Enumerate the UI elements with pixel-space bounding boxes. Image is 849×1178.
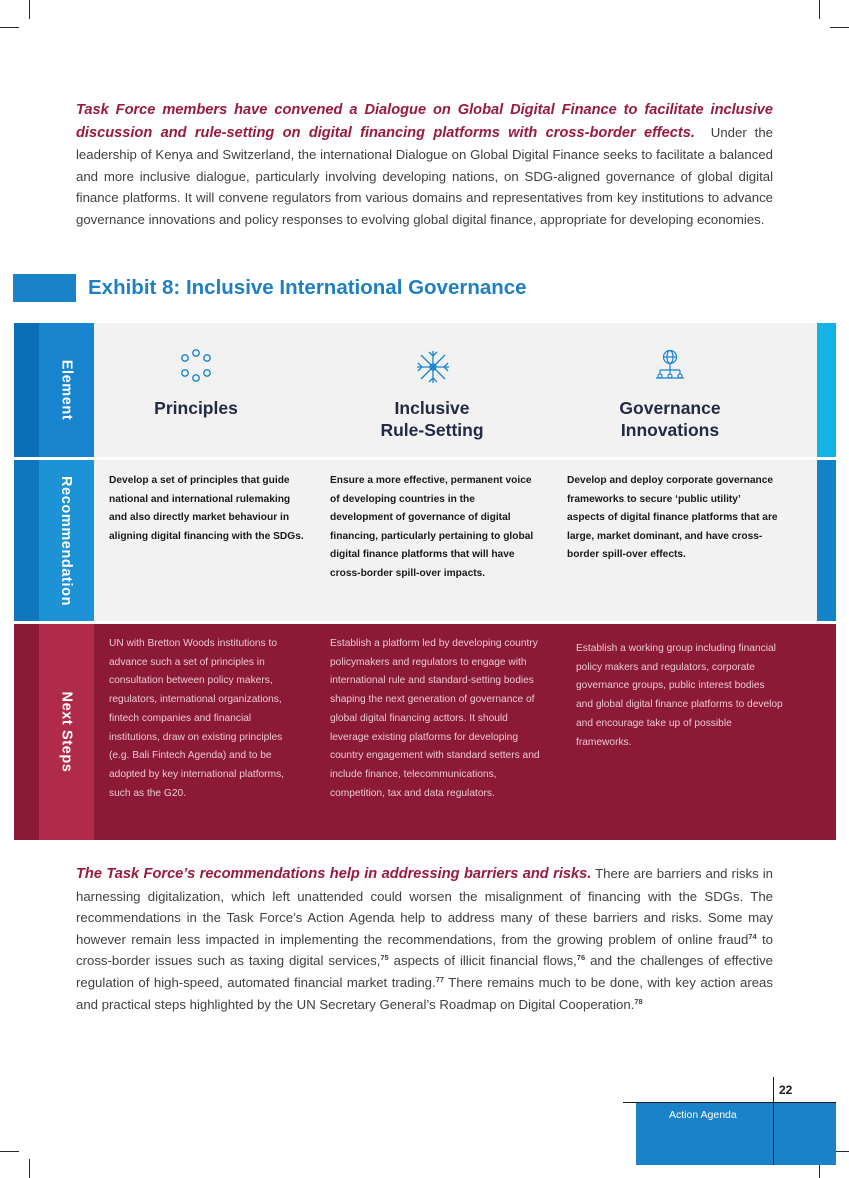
footer-divider — [773, 1077, 774, 1165]
crop-mark — [29, 0, 30, 19]
footnote-ref: 76 — [576, 953, 586, 963]
row-label-text: Element — [58, 359, 75, 421]
next-steps-text: Establish a working group including financial policy makers and regulators, corporate governance groups, public interest bodies and global digital finance platforms to develop and encourage take up of possible frameworks. — [576, 643, 783, 748]
page-number: 22 — [779, 1083, 793, 1097]
footnote-ref: 74 — [748, 931, 757, 941]
crop-mark — [830, 27, 849, 28]
closing-text: There are barriers and risks in harnessing digitalization, which left unattended could worsen the misalignment of financing with the SDGs. The recommendations in the Task Force’s Action Agenda help to address many of these barriers and risks. Some may however remain less impacted in implementing the recommendations, from the growing problem of online fraud — [76, 866, 773, 947]
closing-text: to cross-border issues such as taxing digital services, — [76, 931, 773, 969]
exhibit-accent-bar — [13, 274, 76, 302]
next-steps-text: Establish a platform led by developing country policymakers and regulators to engage with international rule and standard-setting bodies shaping the next generation of governance of global digital financing acttors. It should leverage existing platforms for developing country engagement with standard setters and include finance, telecommunications, competition, tax and data regulators. — [330, 638, 540, 799]
crop-mark — [0, 1151, 19, 1152]
element-row — [14, 323, 836, 457]
row-label-element — [14, 323, 94, 457]
closing-paragraph — [76, 863, 773, 1015]
footer-section-label: Action Agenda — [669, 1109, 737, 1121]
closing-text: aspects of illicit financial flows, — [393, 953, 577, 969]
globe-network-icon — [650, 347, 690, 387]
recommendation-text: Develop a set of principles that guide national and international rulemaking and also directly market behaviour in aligning digital financing with the SDGs. — [109, 475, 304, 542]
row-accent-bar — [817, 460, 836, 621]
recommendation-text: Ensure a more effective, permanent voice of developing countries in the development of governance of digital financing, particularly pertaining to global digital finance platforms that will have cross-border spill-over impacts. — [330, 475, 534, 579]
crop-mark — [819, 0, 820, 19]
row-label-text: Recommendation — [58, 475, 75, 606]
intro-paragraph — [76, 99, 773, 231]
intro-body: Under the leadership of Kenya and Switzerland, the international Dialogue on Global Digital Finance seeks to facilitate a balanced and more inclusive dialogue, particularly involving developing nations, on SDG-aligned governance of global digital finance platforms. It will convene regulators from various domains and representatives from key institutions to advance governance innovations and policy responses to evolving global digital finance, appropriate for developing economies. — [76, 124, 773, 227]
recommendation-text: Develop and deploy corporate governance frameworks to secure ‘public utility’ aspects of digital finance platforms that are large, market dominant, and have cross-border spill-over effects. — [567, 475, 778, 561]
footnote-ref: 78 — [634, 996, 643, 1006]
closing-text: There remains much to be done, with key action areas and practical steps highlighted by the UN Secretary General’s Roadmap on Digital Cooperation. — [76, 974, 773, 1012]
closing-lead: The Task Force’s recommendations help in addressing barriers and risks. — [76, 866, 592, 882]
footnote-ref: 75 — [380, 953, 389, 963]
element-title-governance-innovations: Governance Innovations — [619, 398, 721, 440]
rule-setting-network-icon — [413, 347, 453, 387]
element-title-principles: Principles — [154, 398, 238, 418]
row-accent-bar — [817, 323, 836, 457]
crop-mark — [29, 1159, 30, 1178]
crop-mark — [0, 27, 19, 28]
row-label-recommendation — [14, 460, 94, 621]
next-steps-text: UN with Bretton Woods institutions to advance such a set of principles in consultation between policy makers, regulators, international organizations, fintech companies and financial institutions, draw on existing principles (e.g. Bali Fintech Agenda) and to be adopted by key international platforms, such as the G20. — [109, 638, 284, 799]
row-label-text: Next Steps — [58, 691, 75, 773]
next-steps-row — [14, 624, 836, 840]
footer-divider — [623, 1102, 836, 1103]
element-title-inclusive-rule-setting: Inclusive Rule-Setting — [380, 398, 484, 440]
intro-lead: Task Force members have convened a Dialogue on Global Digital Finance to facilitate inclusive discussion and rule-setting on digital financing platforms with cross-border effects. — [76, 102, 773, 141]
principles-dots-icon — [176, 347, 216, 387]
exhibit-title: Exhibit 8: Inclusive International Governance — [88, 276, 527, 299]
recommendation-row — [14, 460, 836, 621]
row-label-next-steps — [14, 624, 94, 840]
closing-text: and the challenges of effective regulation of high-speed, automated financial market trading. — [76, 953, 774, 990]
footnote-ref: 77 — [435, 974, 445, 984]
